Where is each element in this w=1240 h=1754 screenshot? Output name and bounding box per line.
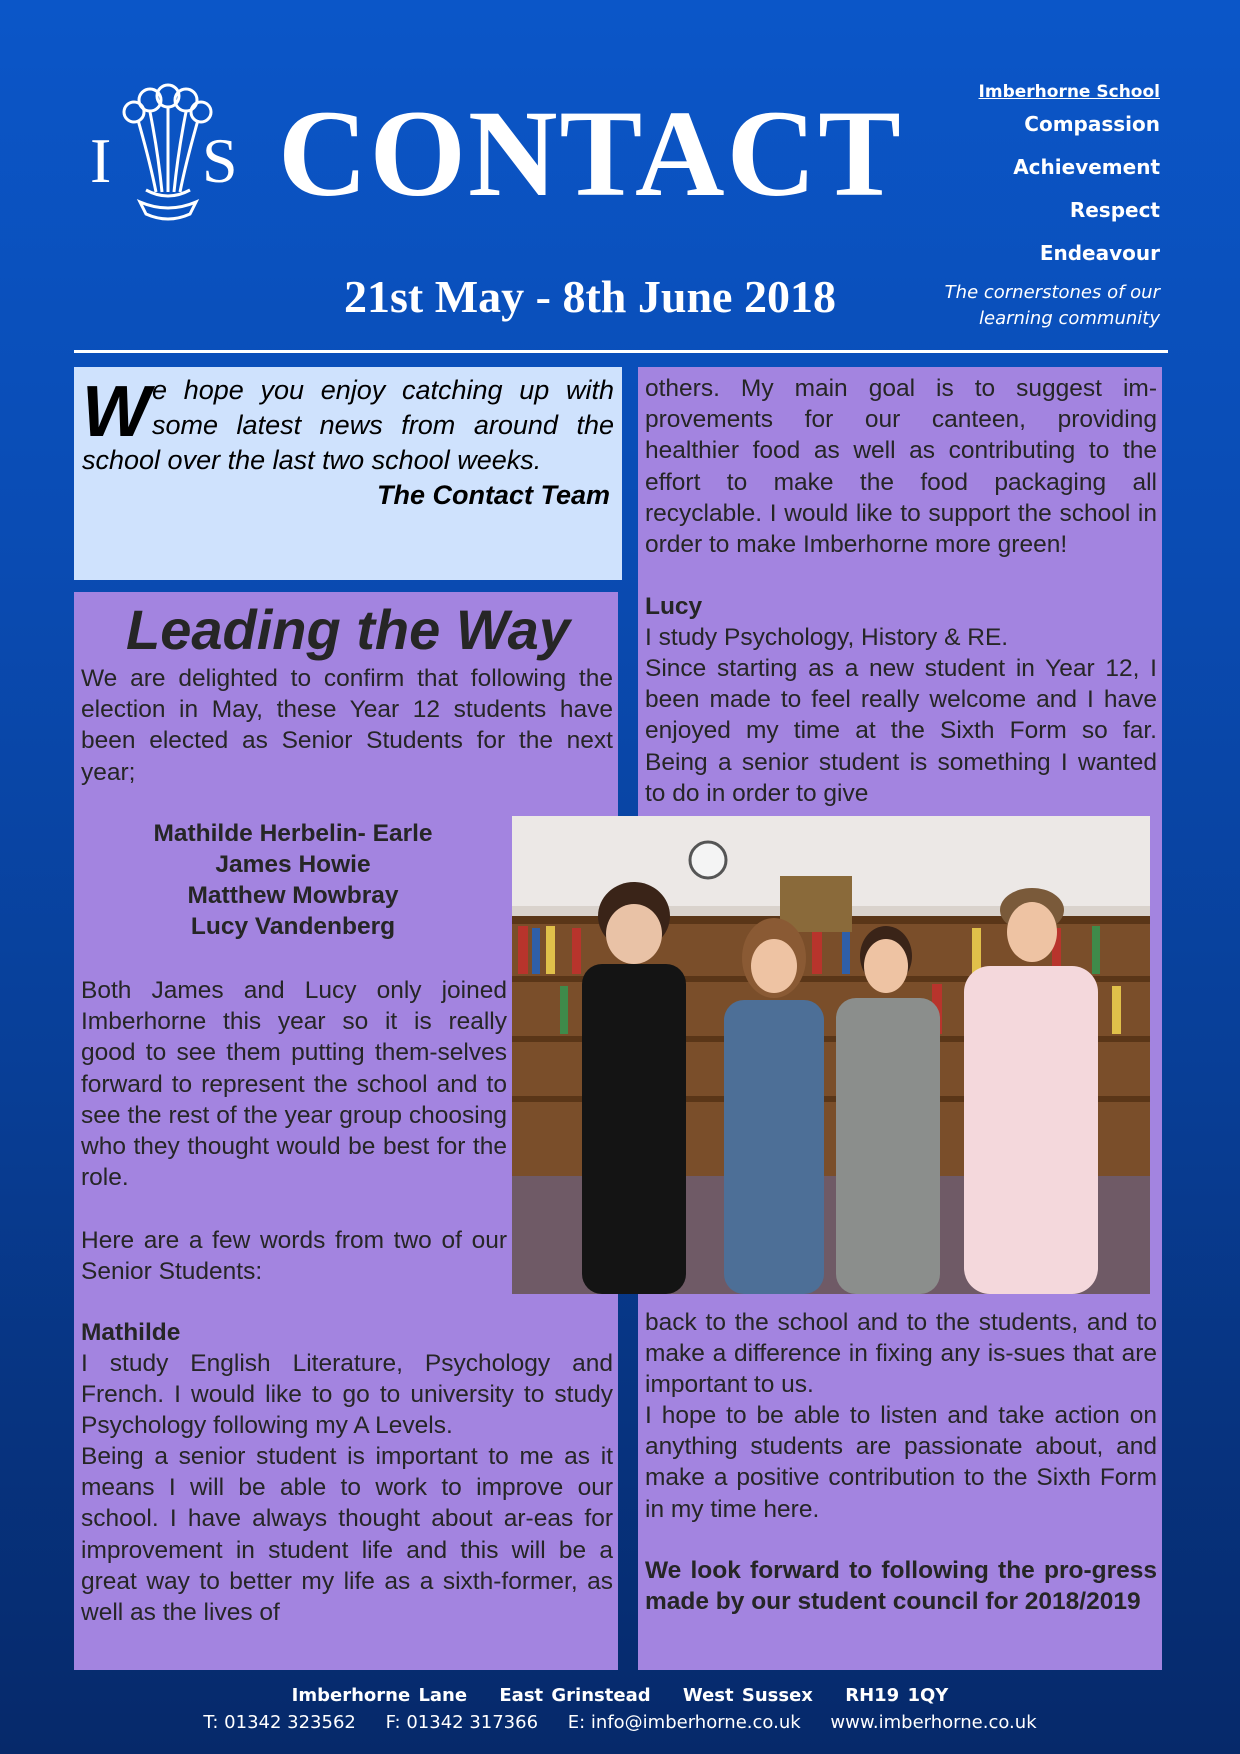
mathilde-paragraph-role: Being a senior student is important to me as it means I will be able to work to improve our school. I have always thought about ar-eas for improvement in student life and this will be a great way to better my life as a sixth-former, as well as the lives of xyxy=(81,1443,613,1627)
tagline-line-2: learning community xyxy=(979,308,1160,329)
email-address[interactable]: E: info@imberhorne.co.uk xyxy=(567,1712,801,1733)
article-paragraph-joined: Both James and Lucy only joined Imberhorne this year so it is really good to see them putting them-selves forward to represent the school and to see the rest of the year group choosing who they thought would be best for the role. xyxy=(81,977,507,1192)
intro-box xyxy=(74,367,622,580)
article-paragraph-intro: We are delighted to confirm that following the election in May, these Year 12 students have been elected as Senior Students for the next year; xyxy=(81,665,613,786)
elected-students-list xyxy=(81,818,505,942)
lucy-paragraph-action: I hope to be able to listen and take action on anything students are passionate about, and make a positive contribution to the Sixth Form in my time here. xyxy=(645,1402,1157,1523)
lucy-paragraph-welcome: Since starting as a new student in Year 12, I been made to feel really welcome and I have enjoyed my time at the Sixth Form so far. Being a senior student is something I wanted to do in order to give xyxy=(645,655,1157,807)
article-heading: Leading the Way xyxy=(126,598,570,661)
phone-number: T: 01342 323562 xyxy=(203,1712,356,1733)
intro-dropcap: W xyxy=(82,372,150,452)
lucy-paragraph-study: I study Psychology, History & RE. xyxy=(645,624,1009,651)
intro-text: e hope you enjoy catching up with some latest news from around the school over the last two school weeks. xyxy=(82,375,614,475)
value-respect: Respect xyxy=(1069,198,1160,222)
lucy-heading: Lucy xyxy=(645,593,703,620)
value-achievement: Achievement xyxy=(1013,155,1160,179)
header-divider xyxy=(74,350,1168,353)
student-name: James Howie xyxy=(215,851,371,878)
logo-letter-i: I xyxy=(90,125,112,196)
footer xyxy=(0,1683,1240,1737)
mathilde-heading: Mathilde xyxy=(81,1319,181,1346)
value-endeavour: Endeavour xyxy=(1039,241,1160,265)
value-compassion: Compassion xyxy=(1024,112,1160,136)
address-street: Imberhorne Lane xyxy=(291,1685,468,1706)
footer-address xyxy=(0,1683,1240,1709)
intro-signature: The Contact Team xyxy=(376,480,610,510)
student-name: Lucy Vandenberg xyxy=(190,913,396,940)
address-postcode: RH19 1QY xyxy=(845,1685,949,1706)
address-county: West Sussex xyxy=(682,1685,813,1706)
address-town: East Grinstead xyxy=(499,1685,651,1706)
school-logo xyxy=(84,82,244,230)
tagline-line-1: The cornerstones of our xyxy=(944,282,1160,303)
fax-number: F: 01342 317366 xyxy=(385,1712,539,1733)
logo-letter-s: S xyxy=(202,125,238,196)
article-paragraph-words: Here are a few words from two of our Senior Students: xyxy=(81,1227,507,1286)
mathilde-paragraph-goal: others. My main goal is to suggest im-provements for our canteen, providing healthier food as well as contributing to the effort to make the food packaging all recyclable. I would like to support the school in order to make Imberhorne more green! xyxy=(645,375,1157,559)
school-name: Imberhorne School xyxy=(978,82,1160,102)
student-name: Mathilde Herbelin- Earle xyxy=(153,820,433,847)
lucy-paragraph-giveback: back to the school and to the students, and to make a difference in fixing any is-sues that are important to us. xyxy=(645,1309,1157,1399)
student-name: Matthew Mowbray xyxy=(187,882,399,909)
issue-dates: 21st May - 8th June 2018 xyxy=(344,271,836,322)
senior-students-photo xyxy=(512,816,1150,1294)
article-closing: We look forward to following the pro-gress made by our student council for 2018/2019 xyxy=(645,1557,1157,1616)
footer-contact xyxy=(0,1709,1240,1737)
mathilde-paragraph-study: I study English Literature, Psychology and French. I would like to go to university to study Psychology following my A Levels. xyxy=(81,1350,613,1440)
school-values xyxy=(920,82,1160,332)
masthead-title: CONTACT xyxy=(278,85,903,222)
website-link[interactable]: www.imberhorne.co.uk xyxy=(830,1712,1037,1733)
